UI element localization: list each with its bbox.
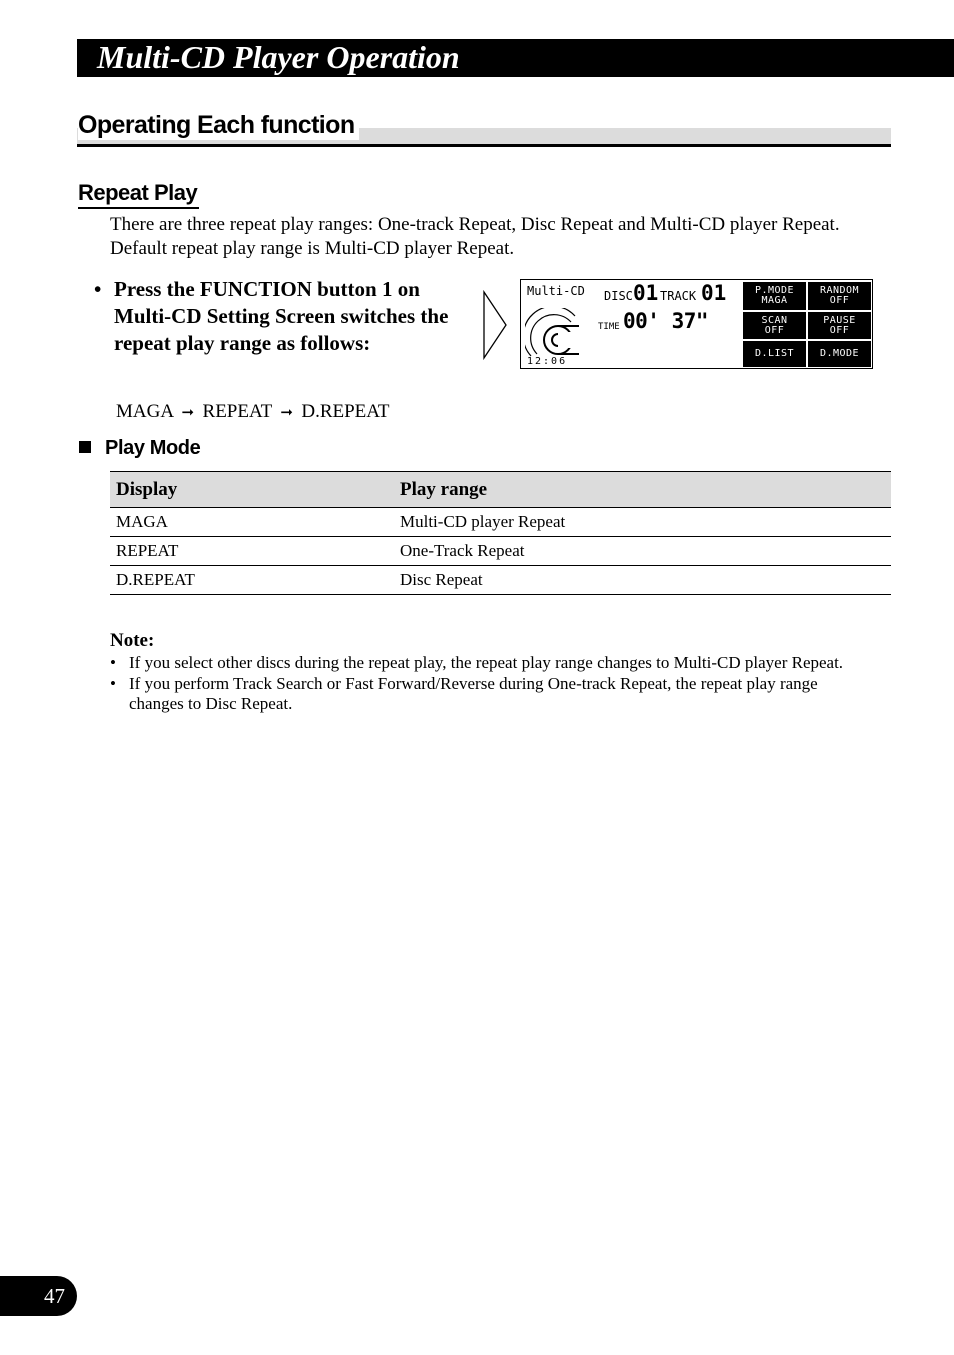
repeat-sequence — [116, 400, 390, 424]
lcd-disc-number: 01 — [633, 281, 659, 305]
lcd-track-label: TRACK — [660, 289, 697, 303]
lcd-button-pause[interactable] — [808, 312, 871, 339]
play-mode-heading-text: Play Mode — [105, 437, 201, 459]
sequence-item-d-repeat: D.REPEAT — [301, 401, 390, 422]
table-row — [110, 537, 891, 566]
lcd-screen — [520, 279, 873, 369]
sequence-item-repeat: REPEAT — [202, 401, 272, 422]
random-label: RANDOM — [819, 285, 860, 296]
subsection-title: Repeat Play — [78, 179, 199, 209]
chapter-title-bar — [77, 39, 954, 77]
lcd-button-d-mode[interactable] — [808, 341, 871, 367]
lcd-source-label: Multi-CD — [527, 284, 585, 298]
cell-display: MAGA — [110, 508, 394, 537]
cd-disc-icon — [525, 308, 589, 358]
lcd-time-value: 00' 37" — [623, 309, 709, 333]
column-header-display: Display — [110, 472, 394, 508]
random-value: OFF — [829, 295, 850, 306]
cell-display: D.REPEAT — [110, 566, 394, 595]
arrow-right-icon: ➞ — [181, 403, 195, 421]
page-number: 47 — [44, 1284, 65, 1308]
pause-label: PAUSE — [823, 314, 856, 326]
d-mode-label: D.MODE — [819, 348, 860, 359]
pointer-triangle-icon — [482, 290, 508, 360]
step-instruction: Press the FUNCTION button 1 on Multi-CD Setting Screen switches the repeat play range as follows: — [114, 277, 449, 355]
note-item: • If you select other discs during the repeat play, the repeat play range changes to Multi-CD player Repeat. — [110, 653, 850, 674]
note-item: • If you perform Track Search or Fast Forward/Reverse during One-track Repeat, the repeat play range changes to Disc Repeat. — [110, 674, 850, 715]
step-bullet: • — [94, 277, 102, 301]
table-row — [110, 508, 891, 537]
lcd-button-d-list[interactable] — [743, 341, 806, 367]
lcd-button-p-mode[interactable] — [743, 282, 806, 310]
section-title: Operating Each function — [78, 110, 359, 140]
cell-play-range: Disc Repeat — [394, 566, 891, 595]
chapter-title: Multi-CD Player Operation — [97, 39, 460, 75]
note-list — [110, 653, 850, 715]
cell-display: REPEAT — [110, 537, 394, 566]
intro-paragraph: There are three repeat play ranges: One-track Repeat, Disc Repeat and Multi-CD player Repeat. Default repeat play range is Multi-CD player Repeat. — [110, 214, 840, 259]
cell-play-range: Multi-CD player Repeat — [394, 508, 891, 537]
scan-label: SCAN — [761, 314, 788, 326]
lcd-clock: 12:06 — [527, 356, 568, 367]
table-header-row — [110, 472, 891, 508]
arrow-right-icon: ➞ — [280, 403, 293, 421]
page-number-tab — [0, 1276, 77, 1316]
sequence-item-maga: MAGA — [116, 401, 174, 422]
section-rule — [77, 144, 891, 147]
p-mode-value: MAGA — [761, 295, 788, 306]
lcd-time-label: TIME — [598, 322, 620, 332]
pause-value: OFF — [829, 324, 850, 336]
scan-value: OFF — [764, 324, 785, 336]
column-header-play-range: Play range — [394, 472, 891, 508]
note-title: Note: — [110, 630, 155, 651]
lcd-disc-label: DISC — [604, 289, 633, 303]
lcd-track-number: 01 — [701, 281, 727, 305]
d-list-label: D.LIST — [754, 348, 795, 359]
cell-play-range: One-Track Repeat — [394, 537, 891, 566]
lcd-button-scan[interactable] — [743, 312, 806, 339]
square-bullet-icon — [79, 441, 91, 453]
p-mode-label: P.MODE — [754, 285, 795, 296]
play-mode-table — [110, 471, 891, 595]
table-row — [110, 566, 891, 595]
lcd-button-random[interactable] — [808, 282, 871, 310]
play-mode-heading — [79, 436, 200, 460]
